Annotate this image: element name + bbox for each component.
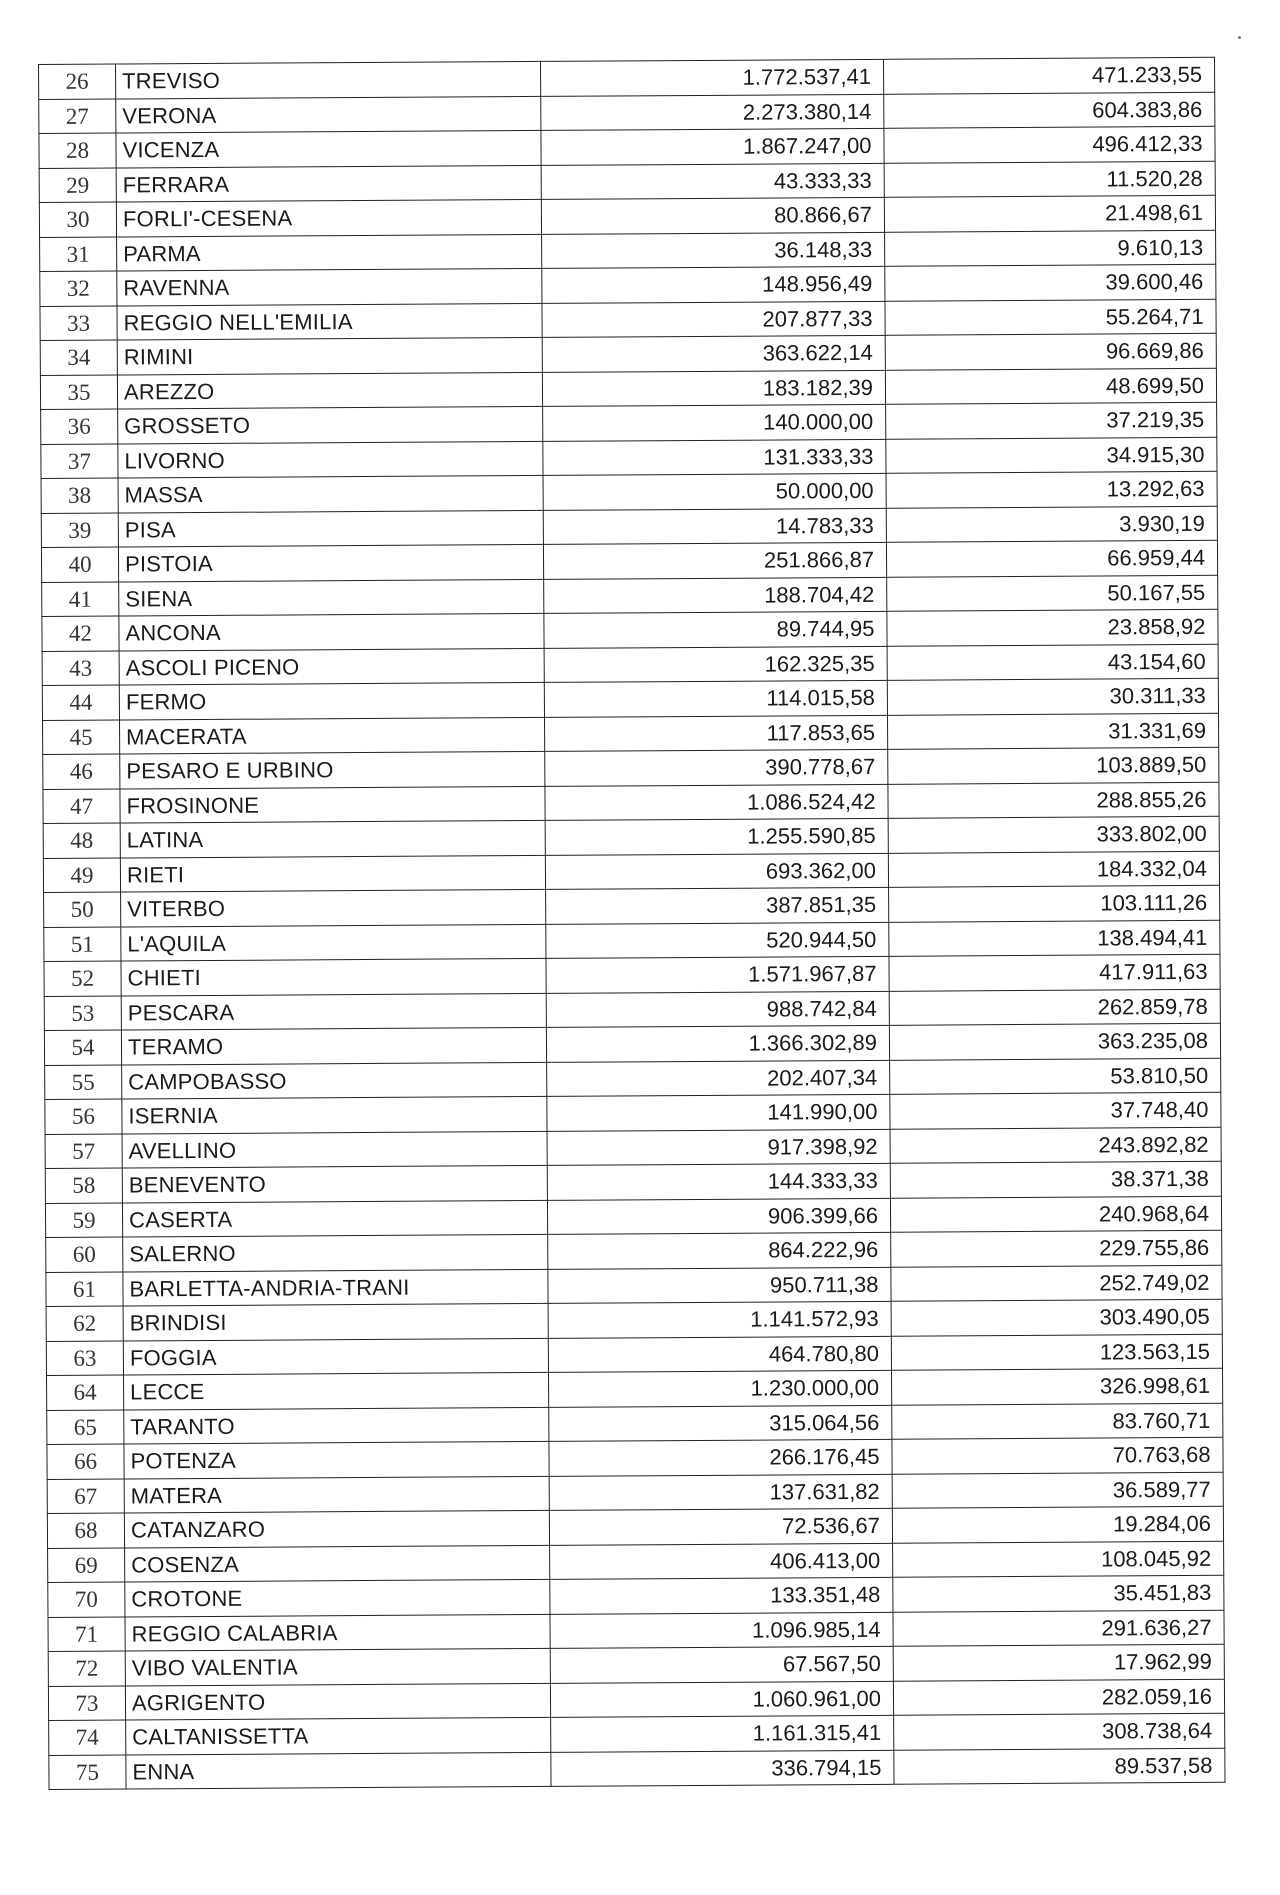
amount-col-1: 72.536,67: [549, 1508, 892, 1545]
province-name: CROTONE: [125, 1579, 550, 1616]
province-name: LECCE: [124, 1372, 549, 1409]
row-number: 51: [44, 927, 121, 962]
row-number: 50: [44, 892, 121, 927]
row-number: 57: [45, 1134, 122, 1169]
row-number: 69: [48, 1547, 125, 1582]
amount-col-2: 417.911,63: [889, 954, 1220, 991]
province-name: BENEVENTO: [122, 1165, 547, 1202]
amount-col-2: 66.959,44: [886, 540, 1217, 577]
amount-col-2: 50.167,55: [887, 575, 1218, 612]
province-allocation-table: [38, 57, 1226, 1790]
province-name: REGGIO NELL'EMILIA: [117, 303, 542, 340]
amount-col-1: 80.866,67: [541, 197, 884, 234]
province-name: RIETI: [120, 855, 545, 892]
amount-col-2: 13.292,63: [886, 471, 1217, 508]
province-name: SALERNO: [123, 1234, 548, 1271]
province-name: CATANZARO: [124, 1510, 549, 1547]
amount-col-1: 950.711,38: [548, 1267, 891, 1304]
amount-col-1: 43.333,33: [541, 163, 884, 200]
amount-col-2: 288.855,26: [888, 782, 1219, 819]
province-name: CASERTA: [122, 1200, 547, 1237]
amount-col-2: 184.332,04: [888, 851, 1219, 888]
province-name: GROSSETO: [118, 406, 543, 443]
row-number: 33: [40, 306, 117, 341]
amount-col-1: 251.866,87: [543, 542, 886, 579]
amount-col-2: 252.749,02: [891, 1265, 1222, 1302]
row-number: 36: [41, 409, 118, 444]
amount-col-1: 207.877,33: [542, 301, 885, 338]
amount-col-2: 471.233,55: [883, 57, 1214, 94]
amount-col-2: 37.748,40: [890, 1092, 1221, 1129]
amount-col-1: 406.413,00: [550, 1543, 893, 1580]
row-number: 74: [49, 1720, 126, 1755]
province-name: PISTOIA: [118, 544, 543, 581]
province-name: PISA: [118, 510, 543, 547]
amount-col-2: 3.930,19: [886, 506, 1217, 543]
province-name: ANCONA: [119, 613, 544, 650]
row-number: 60: [46, 1237, 123, 1272]
amount-col-2: 103.111,26: [889, 885, 1220, 922]
row-number: 26: [39, 64, 116, 99]
amount-col-1: 315.064,56: [549, 1405, 892, 1442]
row-number: 70: [48, 1582, 125, 1617]
amount-col-2: 39.600,46: [885, 264, 1216, 301]
amount-col-1: 162.325,35: [544, 646, 887, 683]
amount-col-2: 9.610,13: [885, 230, 1216, 267]
province-name: PARMA: [117, 234, 542, 271]
row-number: 58: [45, 1168, 122, 1203]
row-number: 29: [39, 168, 116, 203]
amount-col-1: 1.772.537,41: [540, 59, 883, 96]
row-number: 41: [42, 582, 119, 617]
province-name: SIENA: [119, 579, 544, 616]
amount-col-2: 55.264,71: [885, 299, 1216, 336]
amount-col-2: 496.412,33: [884, 126, 1215, 163]
province-name: AGRIGENTO: [125, 1683, 550, 1720]
row-number: 47: [43, 789, 120, 824]
amount-col-1: 266.176,45: [549, 1439, 892, 1476]
province-name: FERMO: [119, 682, 544, 719]
row-number: 43: [42, 651, 119, 686]
amount-col-2: 11.520,28: [884, 161, 1215, 198]
amount-col-2: 262.859,78: [889, 989, 1220, 1026]
amount-col-2: 363.235,08: [889, 1023, 1220, 1060]
province-name: POTENZA: [124, 1441, 549, 1478]
amount-col-2: 96.669,86: [885, 333, 1216, 370]
province-name: L'AQUILA: [121, 924, 546, 961]
row-number: 71: [48, 1616, 125, 1651]
row-number: 45: [43, 720, 120, 755]
amount-col-2: 83.760,71: [892, 1403, 1223, 1440]
row-number: 54: [44, 1030, 121, 1065]
row-number: 61: [46, 1272, 123, 1307]
row-number: 49: [43, 858, 120, 893]
province-name: COSENZA: [125, 1545, 550, 1582]
row-number: 52: [44, 961, 121, 996]
amount-col-1: 864.222,96: [548, 1232, 891, 1269]
amount-col-2: 37.219,35: [886, 402, 1217, 439]
row-number: 42: [42, 616, 119, 651]
row-number: 73: [48, 1685, 125, 1720]
amount-col-1: 988.742,84: [546, 991, 889, 1028]
amount-col-1: 67.567,50: [550, 1646, 893, 1683]
amount-col-1: 144.333,33: [547, 1163, 890, 1200]
amount-col-1: 520.944,50: [546, 922, 889, 959]
row-number: 30: [39, 202, 116, 237]
amount-col-2: 31.331,69: [887, 713, 1218, 750]
amount-col-1: 89.744,95: [544, 611, 887, 648]
amount-col-1: 387.851,35: [546, 887, 889, 924]
province-name: ASCOLI PICENO: [119, 648, 544, 685]
row-number: 40: [41, 547, 118, 582]
province-name: TARANTO: [124, 1407, 549, 1444]
row-number: 55: [45, 1065, 122, 1100]
amount-col-1: 1.060.961,00: [550, 1681, 893, 1718]
row-number: 62: [46, 1306, 123, 1341]
amount-col-2: 36.589,77: [892, 1472, 1223, 1509]
amount-col-2: 53.810,50: [890, 1058, 1221, 1095]
row-number: 65: [47, 1410, 124, 1445]
amount-col-2: 21.498,61: [884, 195, 1215, 232]
province-name: TREVISO: [116, 61, 541, 98]
amount-col-2: 38.371,38: [890, 1161, 1221, 1198]
province-name: FORLI'-CESENA: [116, 199, 541, 236]
province-name: CALTANISSETTA: [126, 1717, 551, 1754]
row-number: 37: [41, 444, 118, 479]
amount-col-1: 464.780,80: [548, 1336, 891, 1373]
amount-col-1: 917.398,92: [547, 1129, 890, 1166]
amount-col-1: 693.362,00: [545, 853, 888, 890]
amount-col-2: 240.968,64: [890, 1196, 1221, 1233]
row-number: 39: [41, 513, 118, 548]
province-name: AREZZO: [117, 372, 542, 409]
amount-col-1: 1.255.590,85: [545, 818, 888, 855]
row-number: 53: [44, 996, 121, 1031]
amount-col-1: 2.273.380,14: [541, 94, 884, 131]
province-name: TERAMO: [121, 1027, 546, 1064]
amount-col-1: 336.794,15: [551, 1750, 894, 1787]
amount-col-2: 604.383,86: [884, 92, 1215, 129]
row-number: 48: [43, 823, 120, 858]
row-number: 64: [47, 1375, 124, 1410]
province-name: PESARO E URBINO: [120, 751, 545, 788]
amount-col-1: 1.086.524,42: [545, 784, 888, 821]
amount-col-2: 70.763,68: [892, 1437, 1223, 1474]
amount-col-1: 36.148,33: [542, 232, 885, 269]
amount-col-2: 35.451,83: [893, 1575, 1224, 1612]
province-name: AVELLINO: [122, 1131, 547, 1168]
amount-col-1: 114.015,58: [544, 680, 887, 717]
amount-col-1: 188.704,42: [544, 577, 887, 614]
amount-col-2: 89.537,58: [894, 1748, 1225, 1785]
amount-col-2: 30.311,33: [887, 678, 1218, 715]
amount-col-2: 308.738,64: [894, 1713, 1225, 1750]
amount-col-1: 1.571.967,87: [546, 956, 889, 993]
amount-col-1: 183.182,39: [542, 370, 885, 407]
province-name: BARLETTA-ANDRIA-TRANI: [123, 1269, 548, 1306]
amount-col-1: 141.990,00: [547, 1094, 890, 1131]
province-name: VERONA: [116, 96, 541, 133]
province-name: LIVORNO: [118, 441, 543, 478]
table-body: [39, 57, 1226, 1789]
row-number: 34: [40, 340, 117, 375]
province-name: RAVENNA: [117, 268, 542, 305]
scan-speck: [1238, 36, 1241, 39]
amount-col-2: 34.915,30: [886, 437, 1217, 474]
amount-col-2: 303.490,05: [891, 1299, 1222, 1336]
province-name: LATINA: [120, 820, 545, 857]
amount-col-1: 137.631,82: [549, 1474, 892, 1511]
province-name: FROSINONE: [120, 786, 545, 823]
amount-col-1: 390.778,67: [545, 749, 888, 786]
amount-col-1: 1.141.572,93: [548, 1301, 891, 1338]
amount-col-2: 123.563,15: [891, 1334, 1222, 1371]
amount-col-2: 23.858,92: [887, 609, 1218, 646]
province-name: ENNA: [126, 1752, 551, 1789]
row-number: 59: [45, 1203, 122, 1238]
province-name: VITERBO: [121, 889, 546, 926]
amount-col-1: 148.956,49: [542, 266, 885, 303]
province-name: FERRARA: [116, 165, 541, 202]
row-number: 75: [49, 1754, 126, 1789]
row-number: 68: [47, 1513, 124, 1548]
amount-col-2: 229.755,86: [891, 1230, 1222, 1267]
amount-col-1: 906.399,66: [547, 1198, 890, 1235]
amount-col-2: 108.045,92: [893, 1541, 1224, 1578]
amount-col-1: 117.853,65: [544, 715, 887, 752]
amount-col-2: 43.154,60: [887, 644, 1218, 681]
province-name: CHIETI: [121, 958, 546, 995]
province-name: MATERA: [124, 1476, 549, 1513]
amount-col-1: 363.622,14: [542, 335, 885, 372]
row-number: 56: [45, 1099, 122, 1134]
scanned-page: [38, 57, 1213, 1790]
amount-col-2: 243.892,82: [890, 1127, 1221, 1164]
row-number: 66: [47, 1444, 124, 1479]
amount-col-2: 333.802,00: [888, 816, 1219, 853]
province-name: ISERNIA: [122, 1096, 547, 1133]
province-name: CAMPOBASSO: [122, 1062, 547, 1099]
row-number: 38: [41, 478, 118, 513]
row-number: 27: [39, 99, 116, 134]
province-name: PESCARA: [121, 993, 546, 1030]
amount-col-1: 1.867.247,00: [541, 128, 884, 165]
amount-col-1: 1.230.000,00: [549, 1370, 892, 1407]
province-name: REGGIO CALABRIA: [125, 1614, 550, 1651]
province-name: RIMINI: [117, 337, 542, 374]
province-name: BRINDISI: [123, 1303, 548, 1340]
amount-col-2: 326.998,61: [891, 1368, 1222, 1405]
amount-col-1: 50.000,00: [543, 473, 886, 510]
province-name: VIBO VALENTIA: [125, 1648, 550, 1685]
amount-col-1: 202.407,34: [547, 1060, 890, 1097]
province-name: FOGGIA: [123, 1338, 548, 1375]
amount-col-1: 133.351,48: [550, 1577, 893, 1614]
row-number: 32: [40, 271, 117, 306]
row-number: 63: [46, 1341, 123, 1376]
amount-col-2: 103.889,50: [888, 747, 1219, 784]
amount-col-1: 1.096.985,14: [550, 1612, 893, 1649]
amount-col-2: 19.284,06: [892, 1506, 1223, 1543]
amount-col-2: 291.636,27: [893, 1610, 1224, 1647]
row-number: 28: [39, 133, 116, 168]
row-number: 46: [43, 754, 120, 789]
amount-col-2: 17.962,99: [893, 1644, 1224, 1681]
table-row: [49, 1748, 1225, 1790]
province-name: MACERATA: [120, 717, 545, 754]
province-name: VICENZA: [116, 130, 541, 167]
amount-col-1: 14.783,33: [543, 508, 886, 545]
province-name: MASSA: [118, 475, 543, 512]
amount-col-2: 138.494,41: [889, 920, 1220, 957]
amount-col-2: 48.699,50: [885, 368, 1216, 405]
row-number: 35: [40, 375, 117, 410]
amount-col-1: 140.000,00: [543, 404, 886, 441]
row-number: 44: [42, 685, 119, 720]
row-number: 72: [48, 1651, 125, 1686]
row-number: 31: [40, 237, 117, 272]
amount-col-1: 1.161.315,41: [551, 1715, 894, 1752]
row-number: 67: [47, 1479, 124, 1514]
amount-col-2: 282.059,16: [893, 1679, 1224, 1716]
amount-col-1: 131.333,33: [543, 439, 886, 476]
amount-col-1: 1.366.302,89: [546, 1025, 889, 1062]
